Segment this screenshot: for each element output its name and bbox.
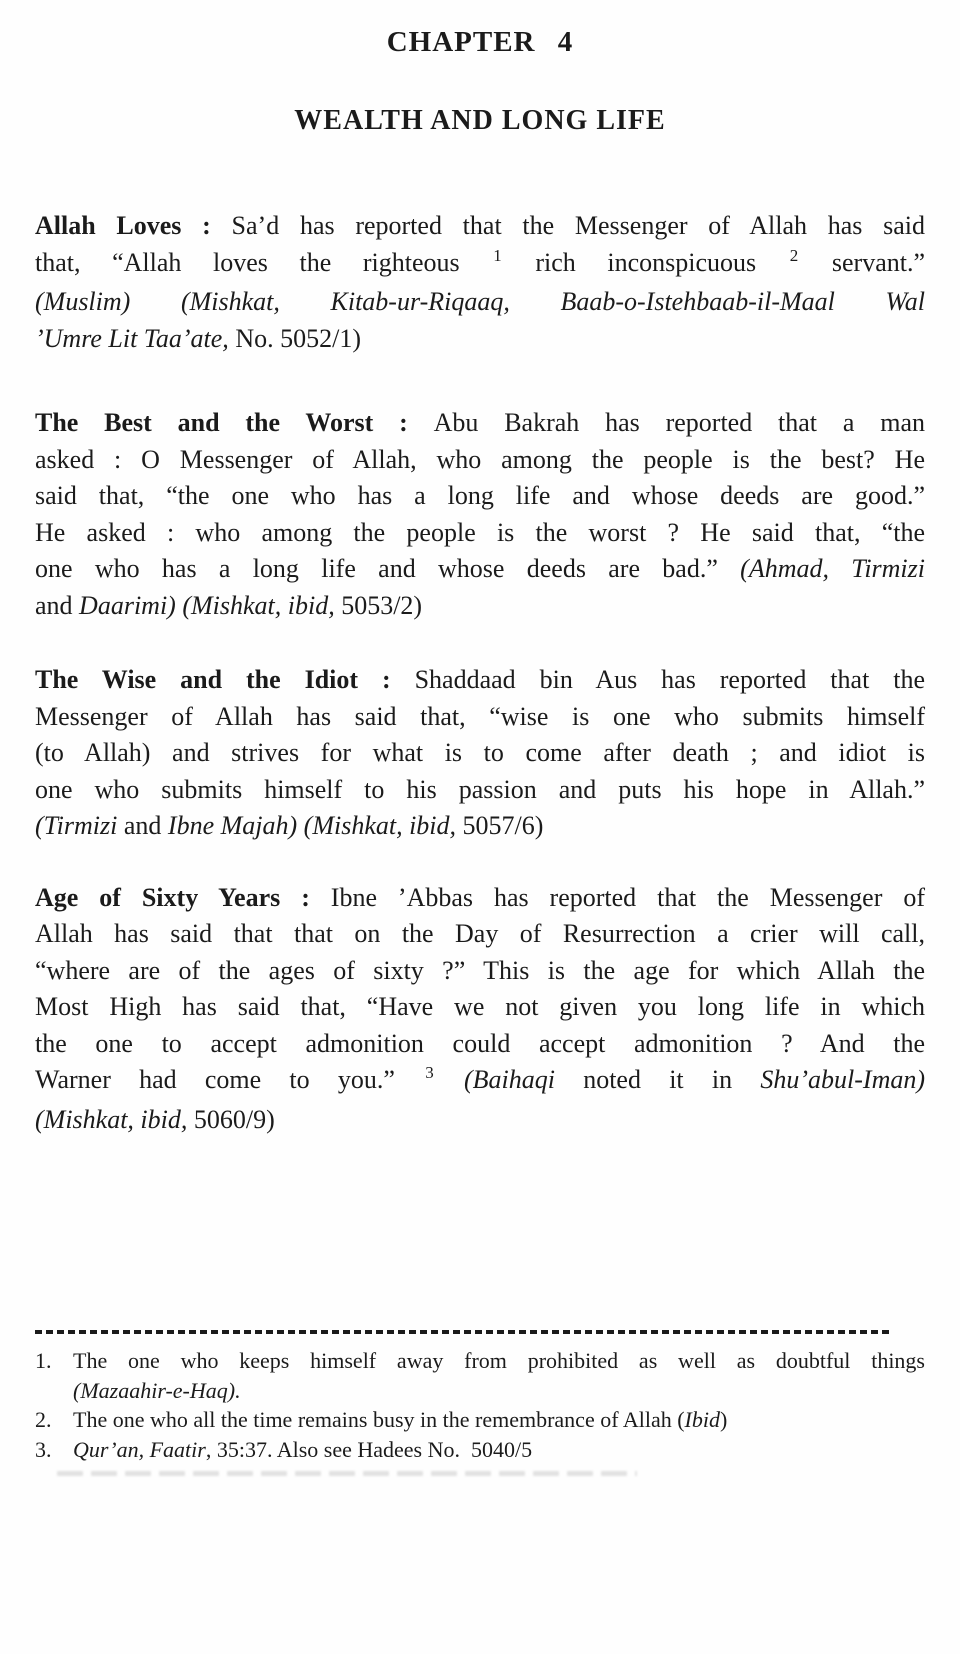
text-run: the one to accept admonition could accept admonition ? And the <box>35 1028 925 1058</box>
footnote-marker: 2 <box>789 245 799 265</box>
text-line <box>35 284 925 321</box>
text-line <box>35 1062 925 1102</box>
text-run: (Mishkat, ibid, <box>35 1104 188 1134</box>
text-run: The one who keeps himself away from prohibited as well as doubtful things <box>73 1348 925 1373</box>
text-run: No. 5052/1) <box>228 323 361 353</box>
text-run: and <box>35 590 80 620</box>
footnotes-section <box>35 1346 925 1464</box>
text-line <box>35 405 925 442</box>
footnote-marker: 1 <box>493 245 502 265</box>
text-run <box>436 1065 464 1094</box>
text-line <box>35 662 925 699</box>
text-line <box>35 808 925 845</box>
text-run: 2. <box>35 1407 52 1432</box>
text-run: (Muslim) (Mishkat, Kitab-ur-Riqaaq, Baab-o-Istehbaab-il-Maal Wal <box>35 287 925 316</box>
text-run: Shu’abul-Iman) <box>760 1065 926 1094</box>
text-line <box>35 1435 925 1465</box>
paragraph-best-and-worst <box>35 405 925 624</box>
text-run: asked : O Messenger of Allah, who among the people is the best? He <box>35 444 925 474</box>
text-run: one who has a long life and whose deeds are bad.” <box>35 554 741 583</box>
chapter-title: WEALTH AND LONG LIFE <box>294 105 666 136</box>
text-run: Most High has said that, “Have we not given you long life in which <box>35 992 925 1021</box>
text-run: and <box>117 811 168 840</box>
text-line <box>35 1102 925 1139</box>
text-run: that, “Allah loves the righteous <box>35 247 492 277</box>
text-line <box>35 880 925 917</box>
text-run: said that, “the one who has a long life and whose deeds are good.” <box>35 481 925 510</box>
paragraph-wise-and-idiot <box>35 662 925 845</box>
text-run: (Mazaahir-e-Haq). <box>73 1377 241 1403</box>
text-line <box>35 551 925 588</box>
text-run: Ibne Majah) (Mishkat, ibid, <box>167 811 457 840</box>
text-run: 5057/6) <box>456 811 544 840</box>
text-line <box>35 208 925 245</box>
text-run: (to Allah) and strives for what is to come after death ; and idiot is <box>35 738 925 767</box>
text-run: He asked : who among the people is the worst ? He said that, “the <box>35 517 925 547</box>
text-run: servant.” <box>800 247 925 277</box>
book-page <box>0 25 960 1476</box>
text-line <box>35 1026 925 1063</box>
chapter-heading: CHAPTER 4 <box>386 26 574 58</box>
text-line <box>35 478 925 515</box>
text-line <box>35 1376 925 1406</box>
text-run: Sa’d has reported that the Messenger of Allah has said <box>231 211 925 240</box>
text-line <box>35 1405 925 1435</box>
paragraph-allah-loves <box>35 208 925 357</box>
footnote-marker: 3 <box>425 1063 434 1082</box>
text-line <box>35 916 925 953</box>
text-run: Age of Sixty Years : <box>35 882 331 912</box>
text-run: Warner had come to you.” <box>35 1065 424 1094</box>
text-run: 3. <box>35 1436 52 1462</box>
text-run: Messenger of Allah has said that, “wise is one who submits himself <box>35 701 925 731</box>
text-run: 5060/9) <box>187 1104 275 1134</box>
text-run: Ibne ’Abbas has reported that the Messenger of <box>330 882 925 912</box>
text-run: (Ahmad, Tirmizi <box>740 554 925 583</box>
text-line <box>35 953 925 990</box>
text-run: ) <box>719 1407 728 1432</box>
text-line <box>35 442 925 479</box>
text-run: rich inconspicuous <box>503 247 788 277</box>
text-line <box>35 588 925 625</box>
text-run: The Wise and the Idiot : <box>35 665 415 694</box>
text-line <box>35 1346 925 1376</box>
text-line <box>35 245 925 285</box>
text-run: The Best and the Worst : <box>35 408 434 437</box>
text-run: Allah has said that that on the Day of Resurrection a crier will call, <box>35 919 925 948</box>
text-run: , 35:37. Also see Hadees No. 5040/5 <box>205 1436 533 1462</box>
text-run: “where are of the ages of sixty ?” This is the age for which Allah the <box>35 955 925 985</box>
text-line <box>35 699 925 736</box>
text-run: noted it in <box>554 1065 761 1094</box>
text-line <box>35 515 925 552</box>
text-run: Daarimi) (Mishkat, ibid, <box>79 590 335 620</box>
text-run: The one who all the time remains busy in the remembrance of Allah ( <box>73 1407 685 1432</box>
text-run: 1. <box>35 1348 52 1373</box>
text-line <box>35 735 925 772</box>
text-run: Abu Bakrah has reported that a man <box>433 408 925 437</box>
text-run: Ibid <box>684 1407 720 1432</box>
text-line <box>35 321 925 358</box>
text-run: Shaddaad bin Aus has reported that the <box>414 665 925 694</box>
paragraph-age-of-sixty <box>35 880 925 1139</box>
text-run: 5053/2) <box>334 590 423 620</box>
text-run: Qur’an, Faatir <box>73 1436 206 1462</box>
text-line <box>35 989 925 1026</box>
text-run: Allah Loves : <box>35 211 232 240</box>
text-run: ’Umre Lit Taa’ate, <box>35 323 229 353</box>
scan-smudge-artifact <box>57 1471 637 1476</box>
text-run: (Baihaqi <box>463 1065 555 1094</box>
text-line <box>35 772 925 809</box>
footnote-divider-dashed-line <box>35 1330 893 1334</box>
text-run: one who submits himself to his passion and puts his hope in Allah.” <box>35 774 925 804</box>
text-run: (Tirmizi <box>35 811 118 840</box>
